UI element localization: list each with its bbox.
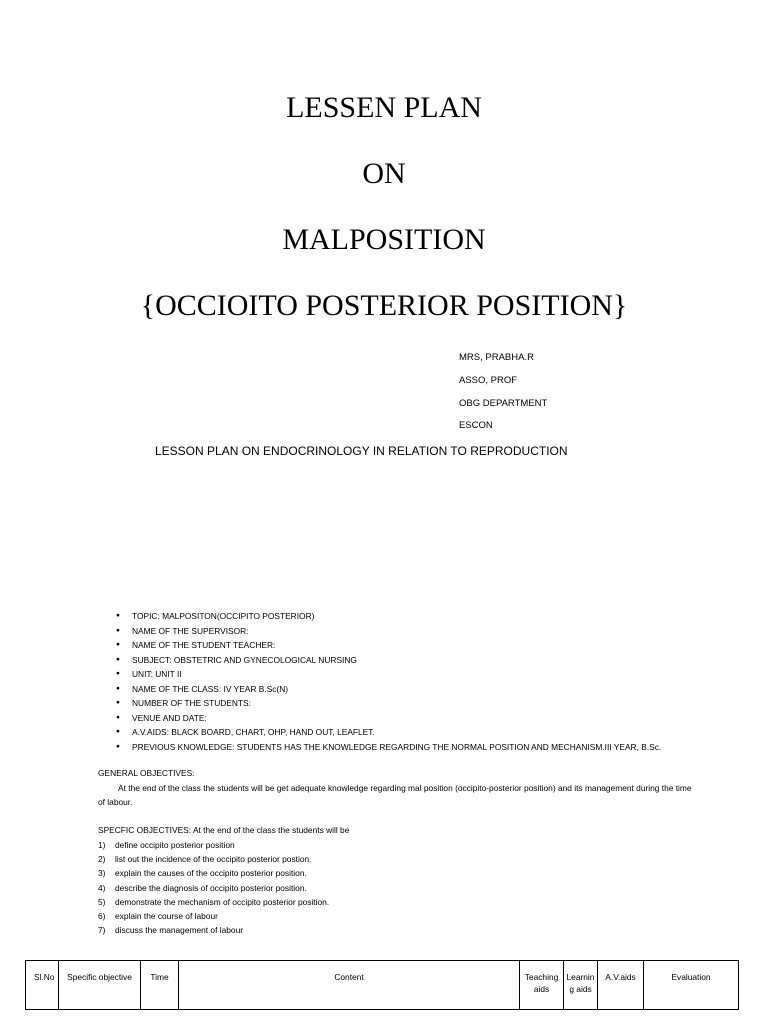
list-item — [98, 909, 329, 923]
list-item — [98, 881, 329, 895]
specific-objectives-list — [98, 838, 329, 937]
list-item: ● PREVIOUS KNOWLEDGE: STUDENTS HAS THE KNOWLEDGE REGARDING THE NORMAL POSITION AND MECHANISM.III YEAR, B.Sc. — [112, 740, 661, 755]
table-header-cell: Sl.No — [26, 961, 59, 1010]
table-header-cell: Learning aids — [564, 961, 598, 1010]
specific-objectives-heading: SPECFIC OBJECTIVES: At the end of the class the students will be — [98, 825, 350, 835]
list-item-number: 7) — [98, 925, 106, 936]
list-item: ● UNIT: UNIT II — [112, 667, 661, 682]
general-objectives-heading: GENERAL OBJECTIVES: — [98, 768, 195, 778]
lesson-plan-subheading: LESSON PLAN ON ENDOCRINOLOGY IN RELATION TO REPRODUCTION — [155, 444, 568, 458]
table-header-cell: Time — [141, 961, 179, 1010]
list-item — [98, 895, 329, 909]
list-item: ● NAME OF THE SUPERVISOR: — [112, 624, 661, 639]
table-header-cell: Evaluation — [644, 961, 739, 1010]
list-item-number: 1) — [98, 840, 106, 850]
list-item: ● NAME OF THE CLASS: IV YEAR B.Sc(N) — [112, 682, 661, 697]
table-header-cell: Teaching aids — [520, 961, 564, 1010]
page-title-line-3: MALPOSITION — [282, 223, 486, 256]
author-name: MRS, PRABHA.R — [459, 352, 534, 363]
lesson-plan-table — [25, 960, 739, 1010]
page-title-line-2: ON — [362, 157, 406, 190]
list-item-text: describe the diagnosis of occipito posterior position. — [115, 882, 307, 893]
list-item: ● VENUE AND DATE: — [112, 711, 661, 726]
general-objectives-text: At the end of the class the students will be get adequate knowledge regarding mal position (occipito-posterior position) and its management during the time of labour. — [98, 783, 692, 807]
list-item-number: 4) — [98, 882, 106, 893]
list-item — [98, 852, 329, 866]
list-item — [98, 866, 329, 880]
page-title-line-1: LESSEN PLAN — [286, 91, 482, 124]
lesson-details-list — [112, 609, 661, 754]
list-item-text: demonstrate the mechanism of occipito posterior position. — [115, 896, 330, 907]
table-header-row — [26, 961, 739, 1010]
list-item: ● SUBJECT: OBSTETRIC AND GYNECOLOGICAL NURSING — [112, 653, 661, 668]
list-item-number: 5) — [98, 896, 106, 907]
list-item-number: 3) — [98, 868, 106, 879]
author-department: OBG DEPARTMENT — [459, 398, 548, 409]
table-header-cell: A.V.aids — [598, 961, 644, 1010]
list-item: ● NUMBER OF THE STUDENTS: — [112, 696, 661, 711]
table-header-cell: Content — [179, 961, 520, 1010]
list-item-text: explain the course of labour — [115, 911, 218, 922]
page-title-line-4: {OCCIOITO POSTERIOR POSITION} — [140, 289, 628, 322]
list-item — [98, 923, 329, 937]
list-item-text: list out the incidence of the occipito posterior postion. — [115, 854, 312, 865]
list-item-text: discuss the management of labour — [115, 925, 244, 936]
list-item: ● TOPIC: MALPOSITON(OCCIPITO POSTERIOR) — [112, 609, 661, 624]
list-item — [98, 838, 329, 852]
list-item: ● A.V.AIDS: BLACK BOARD, CHART, OHP, HAND OUT, LEAFLET. — [112, 725, 661, 740]
list-item-text: define occipito posterior position — [115, 840, 235, 850]
list-item: ● NAME OF THE STUDENT TEACHER: — [112, 638, 661, 653]
author-designation: ASSO, PROF — [459, 375, 518, 386]
list-item-number: 6) — [98, 911, 106, 922]
list-item-number: 2) — [98, 854, 106, 865]
list-item-text: explain the causes of the occipito posterior position. — [115, 868, 307, 879]
table-header-cell: Specific objective — [59, 961, 141, 1010]
author-institution: ESCON — [459, 420, 493, 431]
